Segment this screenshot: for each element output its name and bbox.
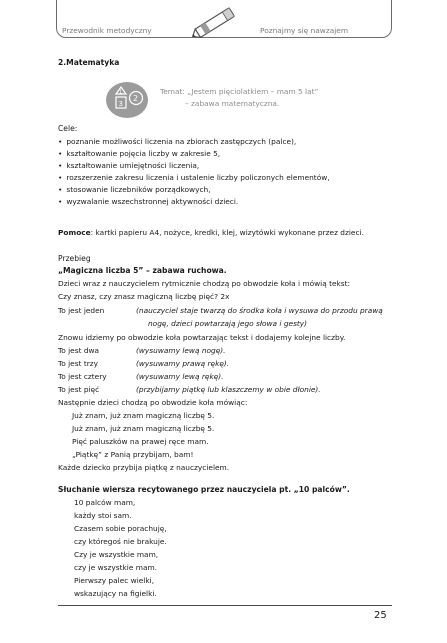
goal-item: • kształtowanie umiejętności liczenia, xyxy=(58,160,330,172)
goal-item: • poznanie możliwości liczenia na zbiorach zastępczych (palce), xyxy=(58,136,330,148)
header-right-title: Poznajmy się nawzajem xyxy=(260,26,349,35)
step-action-jeden-1: (nauczyciel staje twarzą do środka koła i wysuwa do przodu prawą xyxy=(136,306,383,315)
game-title: „Magiczna liczba 5” – zabawa ruchowa. xyxy=(58,266,227,275)
svg-text:2: 2 xyxy=(133,94,139,103)
chant-line: Pięć paluszków na prawej ręce mam. xyxy=(72,437,209,446)
chant-line: „Piątkę” z Panią przybijam, bam! xyxy=(72,450,194,459)
topic-line-2: – zabawa matematyczna. xyxy=(185,99,280,108)
page-number: 25 xyxy=(374,610,387,621)
goal-item: • rozszerzenie zakresu liczenia i ustalenie liczby policzonych elementów, xyxy=(58,172,330,184)
goal-item: • stosowanie liczebników porządkowych, xyxy=(58,184,330,196)
math-topic-icon xyxy=(106,82,148,118)
section-title: 2.Matematyka xyxy=(58,58,120,67)
step-label: To jest trzy xyxy=(58,359,99,368)
procedure-heading: Przebieg xyxy=(58,254,91,263)
chant-line: Już znam, już znam magiczną liczbę 5. xyxy=(72,424,215,433)
footer-divider xyxy=(58,605,392,606)
step-action: (wysuwamy prawą rękę). xyxy=(136,359,230,368)
step-label: To jest cztery xyxy=(58,372,107,381)
svg-text:3: 3 xyxy=(118,100,123,108)
svg-text:1: 1 xyxy=(119,89,123,96)
pen-icon xyxy=(188,2,250,38)
step-label: To jest dwa xyxy=(58,346,100,355)
header-left-title: Przewodnik metodyczny xyxy=(62,26,152,35)
aids-label: Pomoce xyxy=(58,228,91,237)
poem-heading: Słuchanie wiersza recytowanego przez nauczyciela pt. „10 palców”. xyxy=(58,485,350,494)
aids-text: : kartki papieru A4, nożyce, kredki, klej, wizytówki wykonane przez dzieci. xyxy=(90,228,364,237)
step-action: (wysuwamy lewą rękę). xyxy=(136,372,224,381)
procedure-line-4: Następnie dzieci chodzą po obwodzie koła mówiąc: xyxy=(58,398,248,407)
chant-line: Już znam, już znam magiczną liczbę 5. xyxy=(72,411,215,420)
procedure-line-1: Dzieci wraz z nauczycielem rytmicznie chodzą po obwodzie koła i mówią tekst: xyxy=(58,279,351,288)
procedure-line-3: Znowu idziemy po obwodzie koła powtarzając tekst i dodajemy kolejne liczby. xyxy=(58,333,346,342)
poem-line: czy któregoś nie brakuje. xyxy=(74,537,167,546)
poem-line: czy je wszystkie mam. xyxy=(74,563,158,572)
procedure-line-5: Każde dziecko przybija piątkę z nauczycielem. xyxy=(58,463,230,472)
aids-line xyxy=(58,228,364,237)
poem-line: Czy je wszystkie mam, xyxy=(74,550,159,559)
step-action-jeden-2: nogę, dzieci powtarzają jego słowa i gesty) xyxy=(148,319,308,328)
poem-line: wskazujący na figielki. xyxy=(74,589,157,598)
poem-line: Pierwszy palec wielki, xyxy=(74,576,155,585)
topic-line-1: Temat: „Jestem pięciolatkiem – mam 5 lat” xyxy=(160,87,319,96)
goals-heading: Cele: xyxy=(58,124,78,133)
step-label: To jest pięć xyxy=(58,385,100,394)
step-label-jeden: To jest jeden xyxy=(58,306,105,315)
poem-line: Czasem sobie porachuję, xyxy=(74,524,167,533)
goal-item: • wyzwalanie wszechstronnej aktywności dzieci. xyxy=(58,196,330,208)
goals-list xyxy=(58,136,330,209)
poem-line: 10 palców mam, xyxy=(74,498,136,507)
poem-line: każdy stoi sam. xyxy=(74,511,132,520)
goal-item: • kształtowanie pojęcia liczby w zakresie 5, xyxy=(58,148,330,160)
procedure-line-2: Czy znasz, czy znasz magiczną liczbę pięć? 2x xyxy=(58,292,230,301)
step-action: (wysuwamy lewą nogę). xyxy=(136,346,226,355)
step-action: (przybijamy piątkę lub klaszczemy w obie dłonie). xyxy=(136,385,321,394)
